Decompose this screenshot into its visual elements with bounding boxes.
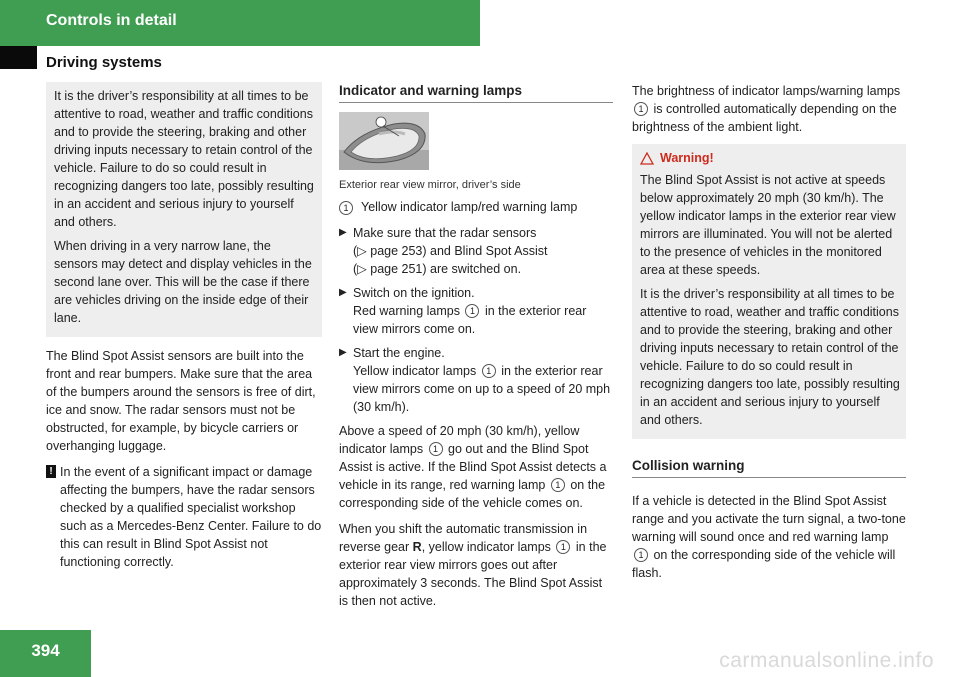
warning-title — [640, 149, 900, 167]
warning-paragraph-1: The Blind Spot Assist is not active at speeds below approximately 20 mph (30 km/h). The yellow indicator lamps in the exterior rear view mirrors are illuminated. You will not be alerted to the presence of vehicles in the monitored area at these speeds. — [640, 173, 896, 277]
sensor-paragraph: The Blind Spot Assist sensors are built into the front and rear bumpers. Make sure that the area of the bumpers around the sensors is free of dirt, ice and snow. The radar sensors must not be obstructed, for example, by bicycle carriers or overhanging luggage. — [46, 349, 316, 453]
step-2 — [339, 284, 613, 338]
step-3-text: Start the engine. — [353, 346, 445, 360]
safety-note-paragraph-1: It is the driver’s responsibility at all times to be attentive to road, weather and traffic conditions and to provide the steering, braking and other driving inputs necessary to retain control of the vehicle. Failure to do so could result in recognizing dangers too late, possibly resulting in an accident and serious injury to yourself and others. — [54, 89, 314, 229]
brightness-paragraph-b: is controlled automatically depending on the brightness of the ambient light. — [632, 102, 897, 134]
reverse-paragraph-c: in the exterior rear view mirrors goes out after approximately 3 seconds. The Blind Spot Assist is then not active. — [339, 540, 607, 608]
exclamation-icon: ! — [46, 465, 56, 478]
speed-paragraph — [339, 422, 613, 512]
step-2-text-c: in the exterior rear view mirrors come on. — [353, 304, 587, 336]
column-right — [632, 82, 906, 590]
legend-text: Yellow indicator lamp/red warning lamp — [361, 200, 578, 214]
step-1-page-ref-bsa: (▷ page 251) are switched on. — [353, 262, 522, 276]
image-caption: Exterior rear view mirror, driver’s side — [339, 179, 521, 191]
step-2-text-b: Red warning lamps — [353, 304, 460, 318]
indicator-lamps-heading: Indicator and warning lamps — [339, 82, 613, 103]
step-arrow-icon: ▶ — [339, 347, 347, 358]
reverse-paragraph — [339, 520, 613, 610]
speed-paragraph-a: Above a speed of 20 mph (30 km/h), yellow indicator lamps — [339, 424, 580, 456]
safety-note-paragraph-2: When driving in a very narrow lane, the sensors may detect and display vehicles in the second lane over. This will be the case if there are vehicles driving on the inside edge of their lane. — [54, 239, 312, 325]
speed-paragraph-c: on the corresponding side of the vehicle comes on. — [339, 478, 606, 510]
brightness-paragraph-a: The brightness of indicator lamps/warning lamps — [632, 84, 901, 98]
reverse-gear-label: R — [412, 540, 422, 554]
speed-paragraph-b: go out and the Blind Spot Assist is active. If the Blind Spot Assist detects a vehicle in its range, red warning lamp — [339, 442, 607, 492]
step-arrow-icon: ▶ — [339, 227, 347, 238]
callout-1-icon: 1 — [482, 364, 496, 378]
legend-item — [339, 198, 613, 216]
watermark: carmanualsonline.info — [719, 649, 934, 672]
chapter-title: Controls in detail — [46, 12, 177, 29]
step-3-text-c: in the exterior rear view mirrors come on up to a speed of 20 mph (30 km/h). — [353, 364, 611, 414]
collision-warning-heading: Collision warning — [632, 457, 906, 478]
collision-paragraph — [632, 492, 906, 582]
collision-paragraph-b: on the corresponding side of the vehicle will flash. — [632, 548, 896, 580]
collision-paragraph-a: If a vehicle is detected in the Blind Spot Assist range and you activate the turn signal, a two-tone warning will sound once and red warning lamp — [632, 494, 906, 544]
mirror-illustration — [339, 112, 429, 170]
warning-triangle-icon — [640, 152, 654, 165]
callout-1-icon: 1 — [634, 102, 648, 116]
warning-paragraph-2: It is the driver’s responsibility at all times to be attentive to road, weather and traffic conditions and to provide the steering, braking and other driving inputs necessary to retain control of the vehicle. Failure to do so could result in recognizing dangers too late, possibly resulting in an accident and serious injury to yourself and others. — [640, 287, 900, 427]
section-marker — [0, 46, 37, 69]
section-title: Driving systems — [46, 54, 162, 71]
callout-1-icon: 1 — [465, 304, 479, 318]
notice-text: In the event of a significant impact or damage affecting the bumpers, have the radar sensors checked by a qualified specialist workshop such as a Mercedes-Benz Center. Failure to do this can result in Blind Spot Assist not functioning correctly. — [60, 465, 322, 569]
step-1-text: Make sure that the radar sensors — [353, 226, 537, 240]
brightness-paragraph — [632, 82, 906, 136]
step-3-text-b: Yellow indicator lamps — [353, 364, 477, 378]
chapter-header — [0, 0, 480, 46]
page-number: 394 — [0, 630, 91, 677]
step-1 — [339, 224, 613, 278]
callout-1-icon: 1 — [551, 478, 565, 492]
warning-box — [632, 144, 906, 439]
warning-title-text: Warning! — [660, 151, 714, 165]
callout-1-icon: 1 — [429, 442, 443, 456]
reverse-paragraph-b: , yellow indicator lamps — [421, 540, 551, 554]
callout-1-icon: 1 — [339, 201, 353, 215]
callout-1-icon: 1 — [556, 540, 570, 554]
step-1-page-ref-radar: (▷ page 253) and Blind Spot Assist — [353, 244, 548, 258]
reverse-paragraph-a: When you shift the automatic transmission in reverse gear — [339, 522, 588, 554]
column-middle — [339, 82, 613, 618]
callout-1-icon: 1 — [634, 548, 648, 562]
notice — [46, 463, 322, 571]
step-arrow-icon: ▶ — [339, 287, 347, 298]
safety-note-box — [46, 82, 322, 337]
column-left — [46, 82, 322, 571]
step-2-text: Switch on the ignition. — [353, 286, 475, 300]
step-3 — [339, 344, 613, 416]
